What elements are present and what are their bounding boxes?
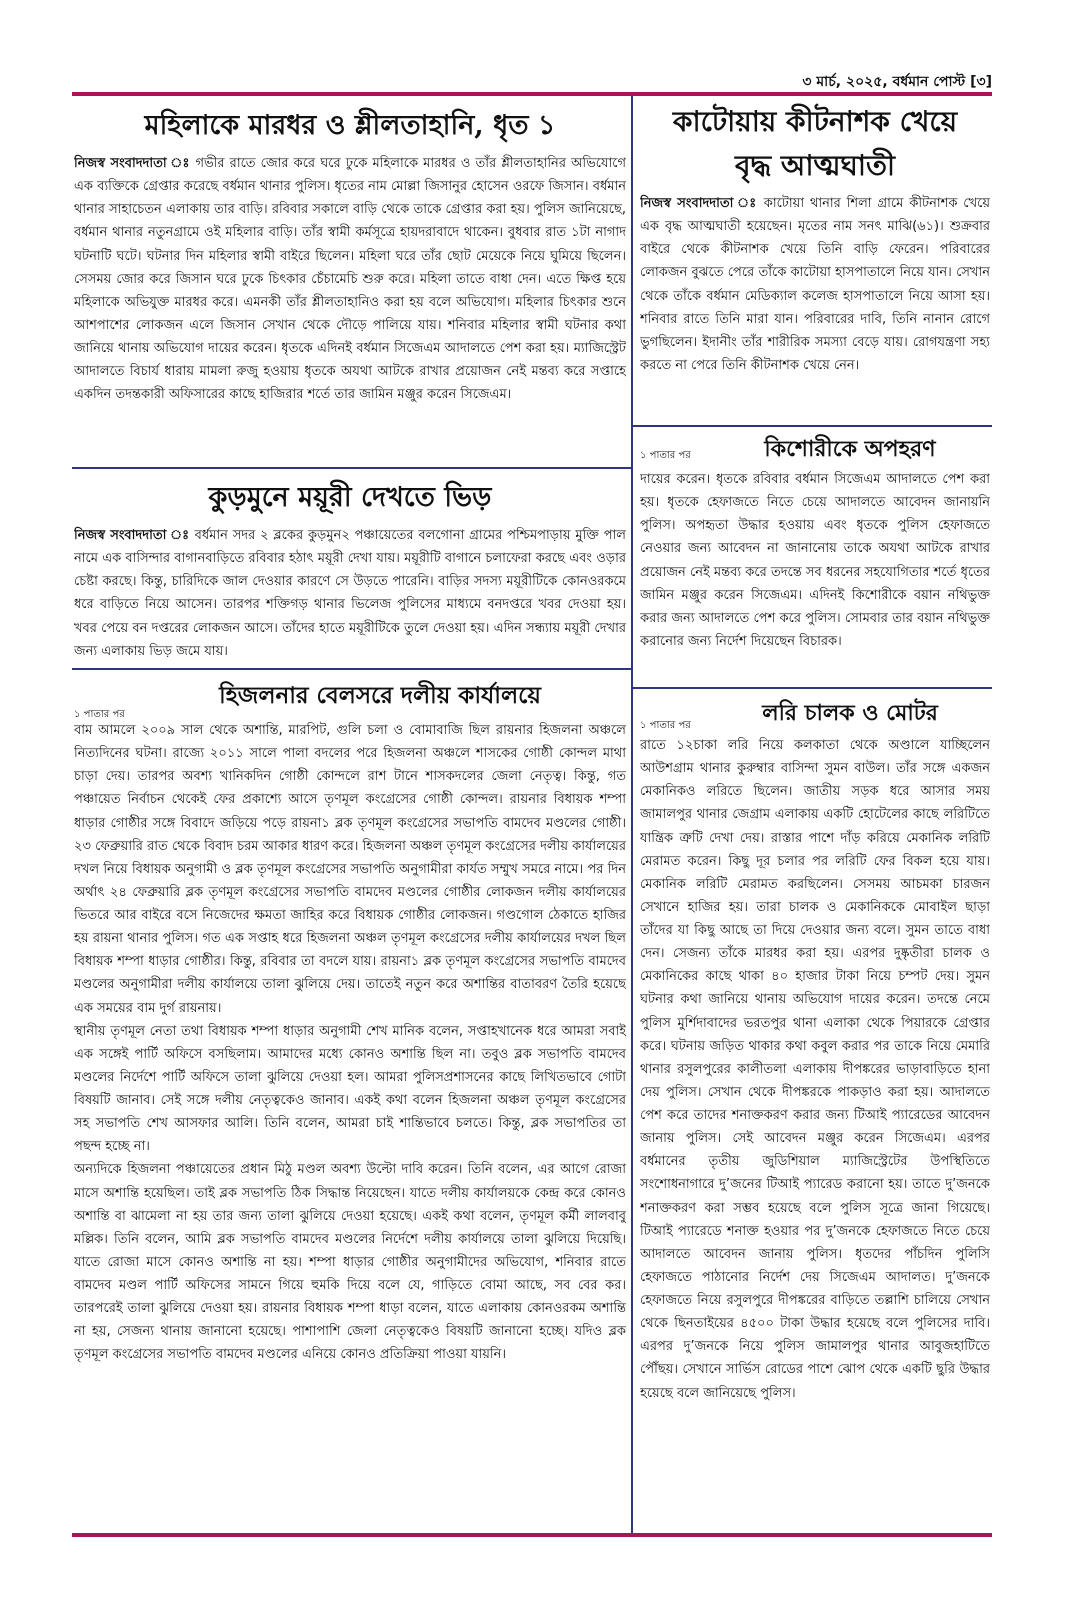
top-rule	[72, 92, 992, 96]
body-text: গভীর রাতে জোর করে ঘরে ঢুকে মহিলাকে মারধর ও তাঁর শ্লীলতাহানির অভিযোগে এক ব্যক্তিকে গ্রেপ্তার করেছে বর্ধমান থানার পুলিস। ধৃতের নাম মোল্লা জিসানুর হোসেন ওরফে জিসান। বর্ধমান থানার সাহাচেতন এলাকায় তার বাড়ি। রবিবার সকালে বাড়ি থেকে তাকে গ্রেপ্তার করা হয়। পুলিস জানিয়েছে, বর্ধমান থানার নতুনগ্রামে ওই মহিলার বাড়ি। তাঁর স্বামী কর্মসূত্রে হায়দরাবাদে থাকেন। বুধবার রাত ১টা নাগাদ ঘটনাটি ঘটে। ঘটনার দিন মহিলার স্বামী বাইরে ছিলেন। মহিলা ঘরে তাঁর ছোট মেয়েকে নিয়ে ঘুমিয়ে ছিলেন। সেসময় জোর করে জিসান ঘরে ঢুকে চিৎকার চেঁচামেচি শুরু করে। মহিলা তাতে বাধা দেন। এতে ক্ষিপ্ত হয়ে মহিলাকে অভিযুক্ত মারধর করে। এমনকী তাঁর শ্লীলতাহানিও করা হয় বলে অভিযোগ। মহিলার চিৎকার শুনে আশপাশের লোকজন এলে জিসান সেখান থেকে দৌড়ে পালিয়ে যায়। শনিবার মহিলার স্বামী ঘটনার কথা জানিয়ে থানায় অভিযোগ দায়ের করেন। ধৃতকে এদিনই বর্ধমান সিজেএম আদালতে পেশ করা হয়। ম্যাজিস্ট্রেট আদালতে বিচার্য ধারায় মামলা রুজু হওয়ায় ধৃতকে অযথা আটকে রাখার প্রয়োজন নেই মন্তব্য করে সপ্তাহে একদিন তদন্তকারী অফিসারের কাছে হাজিরার শর্তে তার জামিন মঞ্জুর করেন সিজেএম।	[74, 156, 626, 403]
body-text: রাতে ১২চাকা লরি নিয়ে কলকাতা থেকে অণ্ডালে যাচ্ছিলেন আউশগ্রাম থানার কুরুম্বার বাসিন্দা সুমন বাউল। তাঁর সঙ্গে একজন মেকানিকও লরিতে ছিলেন। জাতীয় সড়ক ধরে আসার সময় জামালপুর থানার জেগ্রাম এলাকায় একটি হোটেলের কাছে লরিটিতে যান্ত্রিক ত্রুটি দেখা দেয়। রাস্তার পাশে দাঁড় করিয়ে মেকানিক লরিটি মেরামত করেন। কিছু দূর চলার পর লরিটি ফের বিকল হয়ে যায়। মেকানিক লরিটি মেরামত করছিলেন। সেসময় আচমকা চারজন সেখানে হাজির হয়। তারা চালক ও মেকানিককে মোবাইল ছাড়া তাঁদের যা কিছু আছে তা দিয়ে দেওয়ার জন্য বলে। সুমন তাতে বাধা দেন। সেজন্য তাঁকে মারধর করা হয়। এরপর দুষ্কৃতীরা চালক ও মেকানিকের কাছে থাকা ৪০ হাজার টাকা নিয়ে চম্পট দেয়। সুমন ঘটনার কথা জানিয়ে থানায় অভিযোগ দায়ের করেন। তদন্তে নেমে পুলিস মুর্শিদাবাদের ভরতপুর থানা এলাকা থেকে পিয়ারকে গ্রেপ্তার করে। ঘটনায় জড়িত থাকার কথা কবুল করার পর তাকে নিয়ে মেমারি থানার রসুলপুরের কালীতলা এলাকায় দীপঙ্করের ভাড়াবাড়িতে হানা দেয় পুলিস। সেখান থেকে দীপঙ্করকে পাকড়াও করা হয়। আদালতে পেশ করে তাদের শনাক্তকরণ করার জন্য টিআই প্যারেডের আবেদন জানায় পুলিস। সেই আবেদন মঞ্জুর করেন সিজেএম। এরপর বর্ধমানের তৃতীয় জুডিশিয়াল ম্যাজিস্ট্রেটের উপস্থিতিতে সংশোধনাগারে দু’জনের টিআই প্যারেড করানো হয়। তাতে দু’জনকে শনাক্তকরণ করা সম্ভব হয়েছে বলে পুলিস সূত্রে জানা গিয়েছে। টিআই প্যারেডে শনাক্ত হওয়ার পর দু’জনকে হেফাজতে নিতে চেয়ে আদালতে আবেদন জানায় পুলিস। ধৃতদের পাঁচদিন পুলিসি হেফাজতে পাঠানোর নির্দেশ দেয় সিজেএম আদালত। দু’জনকে হেফাজতে নিয়ে রসুলপুরে দীপঙ্করের বাড়িতে তল্লাশি চালিয়ে সেখান থেকে ছিনতাইয়ের ৪৫০০ টাকা উদ্ধার হয়েছে বলে পুলিসের দাবি। এরপর দু’জনকে নিয়ে পুলিস জামালপুর থানার আবুজহাটিতে পৌঁছয়। সেখানে সার্ভিস রোডের পাশে ঝোপ থেকে একটি ছুরি উদ্ধার হয়েছে বলে জানিয়েছে পুলিস।	[640, 738, 990, 1401]
article-assault	[74, 100, 626, 464]
jump-label: ১ পাতার পর	[640, 450, 691, 461]
paragraph: অন্যদিকে হিজলনা পঞ্চায়েতের প্রধান মিঠু মণ্ডল অবশ্য উল্টো দাবি করেন। তিনি বলেন, এর আগে রোজা মাসে অশান্তি হয়েছিল। তাই ব্লক সভাপতি ঠিক সিদ্ধান্ত নিয়েছেন। যাতে দলীয় কার্যালয়কে কেন্দ্র করে কোনও অশান্তি বা ঝামেলা না হয় তার জন্য তালা ঝুলিয়ে দেওয়া হয়েছে। একই কথা বলেন, তৃণমূল কর্মী লালবাবু মল্লিক। তিনি বলেন, আমি ব্লক সভাপতি বামদেব মণ্ডলের নির্দেশে দলীয় কার্যালয়ে তালা ঝুলিয়ে দিয়েছি। যাতে রোজা মাসে কোনও অশান্তি না হয়। শম্পা ধাড়ার গোষ্ঠীর অনুগামীদের অভিযোগ, শনিবার রাতে বামদেব মণ্ডল পার্টি অফিসের সামনে গিয়ে হুমকি দিয়ে বলে যে, গাড়িতে বোমা আছে, সব বের কর। তারপরেই তালা ঝুলিয়ে দেওয়া হয়। রায়নার বিধায়ক শম্পা ধাড়া বলেন, যাতে এলাকায় কোনওরকম অশান্তি না হয়, সেজন্য থানায় জানানো হয়েছে। পাশাপাশি জেলা নেতৃত্বকেও বিষয়টি জানানো হচ্ছে। যদিও ব্লক তৃণমূল কংগ্রেসের সভাপতি বামদেব মণ্ডলের এনিয়ে কোনও প্রতিক্রিয়া পাওয়া যায়নি।	[74, 1162, 626, 1363]
body-text: দায়ের করেন। ধৃতকে রবিবার বর্ধমান সিজেএম আদালতে পেশ করা হয়। ধৃতকে হেফাজতে নিতে চেয়ে আদালতে আবেদন জানায়নি পুলিস। অপহৃতা উদ্ধার হওয়ায় এবং ধৃতকে পুলিস হেফাজতে নেওয়ার জন্য আবেদন না জানানোয় তাকে অযথা আটকে রাখার প্রয়োজন নেই মন্তব্য করে তদন্তে সব ধরনের সহযোগিতার শর্তে ধৃতের জামিন মঞ্জুর করেন সিজেএম। এদিনই কিশোরীকে বয়ান নথিভুক্ত করার জন্য আদালতে পেশ করে পুলিস। সোমবার তার বয়ান নথিভুক্ত করানোর জন্য নির্দেশ দিয়েছেন বিচারক।	[640, 472, 990, 649]
section-divider	[633, 425, 992, 427]
article-body	[640, 734, 990, 1405]
section-divider	[72, 467, 631, 469]
masthead	[72, 66, 992, 90]
bottom-rule	[72, 1533, 992, 1537]
date-line: ৩ মার্চ, ২০২৫, বর্ধমান পোস্ট [৩]	[802, 74, 992, 90]
article-peacock	[74, 472, 626, 665]
headline: মহিলাকে মারধর ও শ্লীলতাহানি, ধৃত ১	[144, 110, 556, 141]
article-lorry	[640, 692, 990, 1529]
headline: হিজলনার বেলসরে দলীয় কার্যালয়ে	[219, 682, 541, 709]
headline: কাটোয়ায় কীটনাশক খেয়ে বৃদ্ধ আত্মঘাতী	[672, 105, 958, 182]
article-body	[74, 524, 626, 663]
headline: কিশোরীকে অপহরণ	[764, 436, 936, 462]
article-body	[640, 468, 990, 653]
article-office	[74, 673, 626, 1529]
headline: কুড়মুনে ময়ূরী দেখতে ভিড়	[208, 482, 492, 513]
article-body	[74, 719, 626, 1367]
jump-label: ১ পাতার পর	[74, 709, 125, 720]
body-text: বর্ধমান সদর ২ ব্লকের কুড়মুন২ পঞ্চায়েতের বলগোনা গ্রামের পশ্চিমপাড়ায় মুক্তি পাল নামে এক বাসিন্দার বাগানবাড়িতে রবিবার হঠাৎ ময়ূরী দেখা যায়। ময়ূরীটি বাগানে চলাফেরা করছে এবং ওড়ার চেষ্টা করছে। কিন্তু, চারিদিকে জাল দেওয়ার কারণে সে উড়তে পারেনি। বাড়ির সদস্য ময়ূরীটিকে কোনওরকমে ধরে বাড়িতে নিয়ে আসেন। তারপর শক্তিগড় থানার ভিলেজ পুলিসের মাধ্যমে বনদপ্তরে খবর দেওয়া হয়। খবর পেয়ে বন দপ্তরের লোকজন আসে। তাঁদের হাতে ময়ূরীটিকে তুলে দেওয়া হয়। এদিন সন্ধ্যায় ময়ূরী দেখার জন্য এলাকায় ভিড় জমে যায়।	[74, 528, 626, 659]
byline: নিজস্ব সংবাদদাতা ঃ	[640, 196, 758, 211]
article-suicide	[640, 100, 990, 420]
headline: লরি চালক ও মোটর	[762, 700, 938, 726]
byline: নিজস্ব সংবাদদাতা ঃ	[74, 528, 190, 543]
byline: নিজস্ব সংবাদদাতা ঃ	[74, 156, 191, 171]
section-divider	[72, 668, 631, 670]
paragraph: স্থানীয় তৃণমূল নেতা তথা বিধায়ক শম্পা ধাড়ার অনুগামী শেখ মানিক বলেন, সপ্তাহখানেক ধরে আমরা সবাই এক সঙ্গেই পার্টি অফিসে বসছিলাম। আমাদের মধ্যে কোনও অশান্তি ছিল না। তবুও ব্লক সভাপতি বামদেব মণ্ডলের নির্দেশে পার্টি অফিসে তালা ঝুলিয়ে দেওয়া হল। আমরা পুলিসপ্রশাসনের কাছে লিখিতভাবে গোটা বিষয়টি জানাব। সেই সঙ্গে দলীয় নেতৃত্বকেও জানাব। একই কথা বলেন হিজলনা অঞ্চল তৃণমূল কংগ্রেসের সহ সভাপতি শেখ আসফার আলি। তিনি বলেন, আমরা চাই শান্তিভাবে চলতে। কিন্তু, ব্লক সভাপতির তা পছন্দ হচ্ছে না।	[74, 1023, 626, 1155]
body-text: কাটোয়া থানার শিলা গ্রামে কীটনাশক খেয়ে এক বৃদ্ধ আত্মঘাতী হয়েছেন। মৃতের নাম সনৎ মাঝি(৬১)। শুক্রবার বাইরে থেকে কীটনাশক খেয়ে তিনি বাড়ি ফেরেন। পরিবারের লোকজন বুঝতে পেরে তাঁকে কাটোয়া হাসপাতালে নিয়ে যান। সেখান থেকে তাঁকে বর্ধমান মেডিক্যাল কলেজ হাসপাতালে নিয়ে আসা হয়। শনিবার রাতে তিনি মারা যান। পরিবারের দাবি, তিনি নানান রোগে ভুগছিলেন। ইদানীং তাঁর শারীরিক সমস্যা বেড়ে যায়। রোগযন্ত্রণা সহ্য করতে না পেরে তিনি কীটনাশক খেয়ে নেন।	[640, 196, 990, 373]
article-abduction	[640, 430, 990, 683]
section-divider	[633, 687, 992, 689]
column-divider	[631, 96, 633, 1533]
article-body	[640, 192, 990, 377]
jump-label: ১ পাতার পর	[640, 720, 691, 731]
article-body	[74, 152, 626, 406]
paragraph: বাম আমলে ২০০৯ সাল থেকে অশান্তি, মারপিট, গুলি চলা ও বোমাবাজি ছিল রায়নার হিজলনা অঞ্চলে নিত্যদিনের ঘটনা। রাজ্যে ২০১১ সালে পালা বদলের পরে হিজলনা অঞ্চলে শাসকের গোষ্ঠী কোন্দল মাথা চাড়া দেয়। তারপর অবশ্য খানিকদিন গোষ্ঠী কোন্দলে রাশ টানে শাসকদলের জেলা নেতৃত্ব। কিন্তু, গত পঞ্চায়েত নির্বাচন থেকেই ফের প্রকাশ্যে আসে তৃণমূল কংগ্রেসের গোষ্ঠী কোন্দল। রায়নার বিধায়ক শম্পা ধাড়ার গোষ্ঠীর সঙ্গে বিবাদে জড়িয়ে পড়ে রায়না১ ব্লক তৃণমূল কংগ্রেসের সভাপতি বামদেব মণ্ডলের গোষ্ঠী। ২৩ ফেব্রুয়ারি রাত থেকে বিবাদ চরম আকার ধারণ করে। হিজলনা অঞ্চল তৃণমূল কংগ্রেসের দলীয় কার্যালয়ের দখল নিয়ে বিধায়ক অনুগামী ও ব্লক তৃণমূল কংগ্রেসের সভাপতি অনুগামীরা কার্যত সম্মুখ সমরে নামে। পর দিন অর্থাৎ ২৪ ফেব্রুয়ারি ব্লক তৃণমূল কংগ্রেসের সভাপতি বামদেব মণ্ডলের গোষ্ঠীর লোকজন দলীয় কার্যালয়ের ভিতরে আর বাইরে বসে নিজেদের ক্ষমতা জাহির করে বিধায়ক গোষ্ঠীর লোকজন। গণ্ডগোল ঠেকাতে হাজির হয় রায়না থানার পুলিস। গত এক সপ্তাহ ধরে হিজলনা অঞ্চল তৃণমূল কংগ্রেসের দলীয় কার্যালয়ের দখল ছিল বিধায়ক শম্পা ধাড়ার গোষ্ঠীর। কিন্তু, রবিবার তা বদলে যায়। রায়না১ ব্লক তৃণমূল কংগ্রেসের সভাপতি বামদেব মণ্ডলের অনুগামীরা দলীয় কার্যালয়ে তালা ঝুলিয়ে দেয়। তাতেই নতুন করে অশান্তির বাতাবরণ তৈরি হয়েছে এক সময়ের বাম দুর্গ রায়নায়।	[74, 723, 626, 1016]
